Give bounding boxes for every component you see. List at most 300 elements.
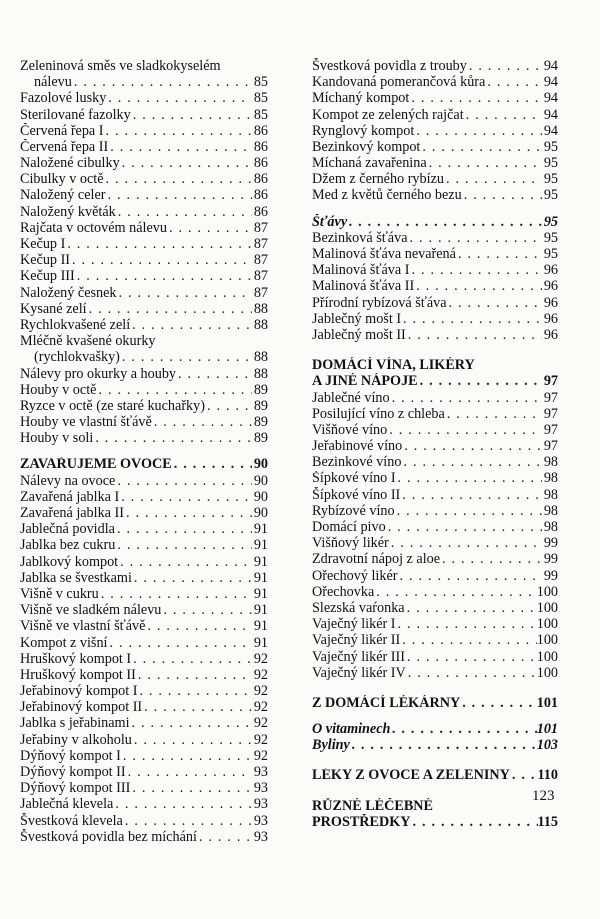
toc-section-heading: [312, 798, 558, 814]
toc-entry: [312, 632, 558, 648]
toc-entry: [20, 748, 268, 764]
spacer: [312, 343, 558, 357]
toc-entry: [312, 74, 558, 90]
dot-leader: [130, 317, 252, 333]
toc-entry-title: Jablečný mošt I: [312, 310, 402, 327]
toc-entry: [312, 390, 558, 406]
toc-entry-title: Rychlokvašené zelí: [20, 317, 131, 333]
dot-leader: [396, 471, 542, 487]
dot-leader: [400, 487, 542, 503]
toc-entry-title: Šípkové víno I: [312, 470, 396, 487]
toc-entry-title: Dýňový kompot III: [20, 780, 131, 797]
dot-leader: [93, 430, 252, 446]
toc-entry-title: Zavařená jablka I: [20, 488, 120, 505]
toc-entry: [312, 262, 558, 278]
dot-leader: [132, 732, 252, 748]
toc-entry-title: Jablečný mošt II: [312, 327, 406, 343]
toc-entry-title: Z DOMÁCÍ LÉKÁRNY: [312, 694, 461, 711]
toc-entry-page: 85: [253, 106, 268, 123]
toc-entry-page: 93: [253, 828, 268, 845]
dot-leader: [440, 551, 542, 567]
toc-section-heading: [312, 357, 558, 373]
dot-leader: [396, 616, 537, 632]
toc-entry-title: Zdravotní nápoj z aloe: [312, 551, 441, 568]
dot-leader: [172, 457, 252, 473]
toc-entry-page: 88: [253, 349, 268, 366]
toc-entry-page: 93: [253, 812, 268, 829]
dot-leader: [136, 667, 252, 683]
toc-entry: [312, 721, 558, 737]
toc-entry-title: Bezinková šťáva: [312, 229, 408, 246]
toc-entry-page: 85: [253, 90, 268, 107]
toc-entry-page: 91: [253, 602, 268, 619]
toc-entry-page: 94: [543, 74, 558, 91]
dot-leader: [104, 171, 252, 187]
toc-entry-title: Zavařená jablka II: [20, 505, 124, 522]
toc-entry-title: Bezinkové víno: [312, 454, 402, 471]
toc-entry: [20, 602, 268, 618]
dot-leader: [409, 262, 542, 278]
toc-entry: [312, 278, 558, 294]
dot-leader: [113, 796, 252, 812]
toc-entry: [20, 171, 268, 187]
dot-leader: [395, 503, 542, 519]
toc-entry-title: Ryzce v octě (ze staré kuchařky): [20, 397, 205, 414]
toc-entry-title: A JINÉ NÁPOJE: [312, 373, 418, 390]
toc-section-heading: [312, 373, 558, 389]
toc-entry-page: 87: [253, 219, 268, 236]
toc-entry-title: Zeleninová směs ve sladkokyselém: [20, 58, 221, 74]
toc-entry-title: Posilující víno z chleba: [312, 405, 445, 422]
dot-leader: [402, 438, 542, 454]
toc-entry: [312, 123, 558, 139]
dot-leader: [414, 278, 542, 294]
toc-entry-page: 94: [543, 58, 558, 74]
toc-entry-page: 87: [253, 252, 268, 269]
toc-entry-page: 91: [253, 521, 268, 538]
toc-entry-title: Naložené cibulky: [20, 155, 120, 172]
toc-entry-page: 100: [536, 648, 558, 665]
toc-entry-page: 91: [253, 618, 268, 635]
toc-entry: [20, 554, 268, 570]
dot-leader: [137, 683, 252, 699]
toc-entry-title: Švestková klevela: [20, 812, 123, 829]
toc-entry-page: 86: [253, 122, 268, 139]
toc-entry-title: Kečup II: [20, 252, 71, 269]
toc-entry: [20, 796, 268, 812]
toc-entry-page: 93: [253, 764, 268, 781]
toc-entry: [20, 382, 268, 398]
dot-leader: [400, 632, 536, 648]
toc-entry-title: Jablka bez cukru: [20, 537, 116, 554]
toc-entry-page: 87: [253, 268, 268, 285]
toc-entry-page: 89: [253, 414, 268, 431]
toc-entry-page: 91: [253, 586, 268, 602]
toc-entry-title: Švestková povidla z trouby: [312, 58, 467, 74]
toc-entry-page: 93: [253, 780, 268, 797]
toc-entry-page: 96: [543, 262, 558, 279]
toc-entry-title: Bezinkový kompot: [312, 138, 421, 155]
toc-entry-page: 86: [253, 155, 268, 172]
dot-leader: [464, 107, 542, 123]
toc-entry-title: Med z květů černého bezu: [312, 187, 462, 204]
toc-entry: [20, 58, 268, 74]
toc-entry: [20, 398, 268, 414]
toc-entry-title: Červená řepa II: [20, 138, 109, 155]
toc-entry-page: 98: [543, 470, 558, 487]
toc-entry-page: 95: [543, 155, 558, 172]
toc-entry-title: Višně ve vlastní šťávě: [20, 618, 146, 635]
toc-entry: [312, 58, 558, 74]
toc-entry: [20, 570, 268, 586]
dot-leader: [115, 473, 252, 489]
toc-entry: [312, 535, 558, 551]
dot-leader: [108, 635, 253, 651]
toc-entry-page: 86: [253, 138, 268, 155]
toc-entry-page: 97: [543, 405, 558, 422]
toc-entry-title: Kompot z višní: [20, 634, 108, 651]
dot-leader: [411, 814, 538, 830]
dot-leader: [389, 535, 542, 551]
toc-entry-page: 89: [253, 430, 268, 447]
dot-leader: [65, 236, 252, 252]
toc-entry-title: Vaječný likér IV: [312, 664, 406, 681]
toc-entry-page: 103: [536, 737, 558, 754]
dot-leader: [176, 366, 252, 382]
toc-entry: [312, 155, 558, 171]
toc-entry-page: 101: [536, 694, 558, 711]
toc-entry-title: Jablka se švestkami: [20, 569, 132, 586]
dot-leader: [106, 90, 252, 106]
toc-entry: [20, 74, 268, 90]
toc-entry-page: 92: [253, 747, 268, 764]
toc-entry-title: Višňový likér: [312, 535, 389, 552]
toc-entry: [312, 246, 558, 262]
toc-entry-title: Jablečná klevela: [20, 796, 114, 813]
toc-entry-title: Jablkový kompot: [20, 553, 119, 570]
toc-entry-title: Kysané zelí: [20, 300, 87, 317]
dot-leader: [460, 695, 537, 711]
toc-right-column: [312, 58, 558, 830]
toc-entry-page: 96: [543, 310, 558, 327]
toc-entry: [312, 616, 558, 632]
dot-leader: [116, 204, 252, 220]
toc-entry-title: ZAVAŘUJEME OVOCE: [20, 456, 172, 473]
toc-entry: [312, 406, 558, 422]
dot-leader: [414, 123, 542, 139]
toc-entry-title: Jeřabinové víno: [312, 438, 403, 455]
toc-entry-page: 95: [543, 138, 558, 155]
toc-section-heading: [312, 695, 558, 711]
dot-leader: [405, 649, 537, 665]
toc-entry-page: 91: [253, 537, 268, 554]
toc-entry-title: PROSTŘEDKY: [312, 813, 411, 830]
toc-entry: [20, 317, 268, 333]
dot-leader: [420, 139, 542, 155]
toc-entry-title: Jeřabiny v alkoholu: [20, 731, 132, 748]
toc-entry-page: 99: [543, 551, 558, 568]
toc-entry: [312, 107, 558, 123]
dot-leader: [130, 716, 252, 732]
toc-entry-title: Sterilované fazolky: [20, 106, 131, 123]
toc-entry: [20, 188, 268, 204]
toc-entry: [20, 252, 268, 268]
toc-entry: [312, 584, 558, 600]
toc-entry-title: Kečup I: [20, 236, 66, 253]
toc-entry: [20, 301, 268, 317]
dot-leader: [126, 764, 252, 780]
toc-entry-title: Jeřabinový kompot II: [20, 699, 143, 716]
toc-entry-page: 97: [543, 438, 558, 455]
toc-entry: [20, 366, 268, 382]
toc-entry: [312, 295, 558, 311]
toc-entry-page: 100: [536, 616, 558, 633]
toc-entry: [312, 422, 558, 438]
toc-entry: [20, 473, 268, 489]
toc-entry-title: Dýňový kompot II: [20, 764, 126, 781]
toc-entry-page: 101: [536, 721, 558, 738]
dot-leader: [105, 188, 252, 204]
spacer: [312, 711, 558, 721]
dot-leader: [409, 90, 542, 106]
toc-entry-title: Domácí pivo: [312, 519, 386, 536]
dot-leader: [386, 519, 542, 535]
toc-entry-page: 94: [543, 106, 558, 123]
dot-leader: [401, 454, 542, 470]
toc-entry-page: 92: [253, 683, 268, 700]
dot-leader: [115, 521, 252, 537]
dot-leader: [374, 584, 536, 600]
toc-entry-page: 90: [253, 456, 268, 473]
toc-entry-page: 92: [253, 731, 268, 748]
toc-entry-page: 95: [543, 187, 558, 204]
spacer: [312, 784, 558, 798]
dot-leader: [130, 780, 252, 796]
toc-entry: [20, 651, 268, 667]
toc-entry: [20, 430, 268, 446]
dot-leader: [75, 268, 252, 284]
dot-leader: [418, 373, 542, 389]
toc-entry: [20, 829, 268, 845]
dot-leader: [145, 618, 252, 634]
dot-leader: [390, 390, 542, 406]
toc-entry-page: 90: [253, 505, 268, 522]
spacer: [20, 447, 268, 457]
toc-entry-page: 95: [543, 246, 558, 263]
dot-leader: [118, 554, 252, 570]
dot-leader: [456, 246, 542, 262]
toc-entry: [312, 737, 558, 753]
toc-entry: [312, 568, 558, 584]
toc-entry-title: nálevu: [34, 74, 72, 91]
toc-entry-page: 90: [253, 472, 268, 489]
toc-entry: [312, 519, 558, 535]
toc-entry: [20, 505, 268, 521]
toc-entry-title: Hruškový kompot I: [20, 650, 132, 667]
toc-entry-title: LÉKY Z OVOCE A ZELENINY: [312, 767, 510, 784]
dot-leader: [406, 327, 542, 343]
toc-entry-page: 100: [536, 600, 558, 616]
toc-entry-title: Ořechový likér: [312, 567, 398, 584]
toc-entry-title: Houby v octě: [20, 381, 97, 398]
dot-leader: [115, 537, 252, 553]
toc-entry-page: 92: [253, 699, 268, 716]
toc-entry-page: 99: [543, 567, 558, 584]
toc-entry-page: 89: [253, 381, 268, 398]
toc-entry: [20, 537, 268, 553]
dot-leader: [96, 382, 252, 398]
toc-entry-title: Naložený celer: [20, 187, 106, 204]
toc-entry: [20, 699, 268, 715]
dot-leader: [72, 74, 252, 90]
dot-leader: [485, 74, 542, 90]
toc-entry-page: 92: [253, 715, 268, 732]
toc-entry-title: Hruškový kompot II: [20, 666, 136, 683]
toc-entry-title: Vaječný likér I: [312, 616, 396, 633]
dot-leader: [197, 829, 252, 845]
toc-entry: [20, 667, 268, 683]
toc-entry-page: 88: [253, 317, 268, 333]
toc-entry-title: Cibulky v octě: [20, 171, 104, 188]
toc-entry: [20, 813, 268, 829]
dot-leader: [467, 58, 542, 74]
spacer: [312, 681, 558, 695]
toc-entry-title: Malinová šťáva nevařená: [312, 246, 456, 263]
toc-entry-page: 96: [543, 294, 558, 311]
toc-entry-title: O vitaminech: [312, 721, 391, 738]
toc-entry-page: 97: [543, 421, 558, 438]
toc-entry-title: Slezská vaŕonka: [312, 600, 405, 616]
dot-leader: [120, 155, 252, 171]
dot-leader: [444, 171, 542, 187]
toc-entry: [312, 551, 558, 567]
dot-leader: [104, 123, 253, 139]
toc-entry-page: 91: [253, 634, 268, 651]
toc-entry-page: 110: [537, 767, 558, 784]
toc-entry-title: RŮZNÉ LÉČEBNÉ: [312, 797, 434, 814]
toc-entry-page: 87: [253, 284, 268, 301]
toc-entry-page: 88: [253, 365, 268, 382]
toc-entry-title: DOMÁCÍ VÍNA, LIKÉRY: [312, 357, 475, 374]
dot-leader: [120, 349, 252, 365]
toc-entry-page: 99: [543, 535, 558, 552]
toc-entry: [20, 780, 268, 796]
toc-entry: [312, 503, 558, 519]
toc-entry-title: Malinová šťáva I: [312, 262, 410, 279]
dot-leader: [387, 422, 542, 438]
toc-entry: [312, 471, 558, 487]
toc-entry: [20, 204, 268, 220]
dot-leader: [167, 220, 252, 236]
toc-entry-page: 87: [253, 236, 268, 253]
toc-entry: [20, 139, 268, 155]
page-number: 123: [532, 788, 555, 804]
toc-entry-title: Fazolové lusky: [20, 90, 107, 107]
toc-entry: [312, 600, 558, 616]
toc-entry-title: Nálevy pro okurky a houby: [20, 365, 177, 382]
toc-entry-page: 90: [253, 488, 268, 505]
toc-entry-title: Rynglový kompot: [312, 122, 415, 139]
toc-entry-title: Šťávy: [312, 213, 348, 230]
toc-entry-page: 100: [536, 664, 558, 681]
toc-entry-title: Malinová šťáva II: [312, 278, 415, 295]
dot-leader: [152, 414, 252, 430]
toc-entry-page: 95: [543, 171, 558, 188]
toc-entry: [20, 220, 268, 236]
toc-entry: [20, 716, 268, 732]
toc-entry-title: Kandovaná pomerančová kůra: [312, 74, 486, 91]
toc-entry-page: 93: [253, 796, 268, 813]
toc-entry-page: 97: [543, 389, 558, 406]
toc-entry-title: Přírodní rybízová šťáva: [312, 294, 447, 311]
toc-entry-title: Naložený květák: [20, 203, 116, 220]
dot-leader: [406, 665, 537, 681]
toc-section-heading: [312, 814, 558, 830]
toc-entry-title: Míchaný kompot: [312, 90, 410, 107]
toc-entry: [312, 487, 558, 503]
toc-entry: [20, 333, 268, 349]
spacer: [312, 754, 558, 768]
toc-entry: [20, 732, 268, 748]
dot-leader: [131, 107, 252, 123]
dot-leader: [510, 768, 538, 784]
toc-entry-title: Šípkové víno II: [312, 486, 401, 503]
toc-entry-page: 92: [253, 650, 268, 667]
toc-entry: [312, 230, 558, 246]
toc-entry: [20, 268, 268, 284]
toc-entry-title: Nálevy na ovoce: [20, 472, 116, 489]
toc-entry-title: Vaječný likér III: [312, 648, 405, 665]
toc-entry: [312, 139, 558, 155]
toc-entry-page: 98: [543, 519, 558, 536]
toc-entry: [312, 327, 558, 343]
dot-leader: [132, 570, 252, 586]
toc-entry: [312, 188, 558, 204]
dot-leader: [347, 214, 542, 230]
dot-leader: [405, 600, 537, 616]
dot-leader: [447, 295, 542, 311]
toc-entry-title: Jablečné víno: [312, 389, 390, 406]
toc-entry: [20, 521, 268, 537]
toc-entry-page: 91: [253, 553, 268, 570]
toc-entry-page: 86: [253, 203, 268, 220]
toc-entry-title: Jablka s jeřabinami: [20, 715, 130, 732]
toc-entry-title: Džem z černého rybízu: [312, 171, 444, 188]
toc-entry-title: Naložený česnek: [20, 284, 117, 301]
toc-entry-title: Byliny: [312, 737, 350, 754]
dot-leader: [123, 813, 252, 829]
toc-entry-page: 92: [253, 666, 268, 683]
dot-leader: [70, 252, 252, 268]
toc-entry: [20, 123, 268, 139]
toc-entry-page: 96: [543, 327, 558, 343]
toc-entry-title: Višně v cukru: [20, 586, 99, 602]
dot-leader: [119, 489, 252, 505]
dot-leader: [124, 505, 252, 521]
toc-entry-page: 89: [253, 397, 268, 414]
toc-entry: [312, 214, 558, 230]
dot-leader: [408, 230, 543, 246]
dot-leader: [117, 285, 252, 301]
spacer: [312, 204, 558, 214]
toc-entry-title: Rajčata v octovém nálevu: [20, 219, 167, 236]
toc-entry-title: Mléčně kvašené okurky: [20, 333, 156, 350]
toc-entry-title: Houby v soli: [20, 430, 94, 447]
dot-leader: [131, 651, 252, 667]
toc-entry: [312, 171, 558, 187]
dot-leader: [142, 699, 252, 715]
toc-left-column: [20, 58, 268, 845]
